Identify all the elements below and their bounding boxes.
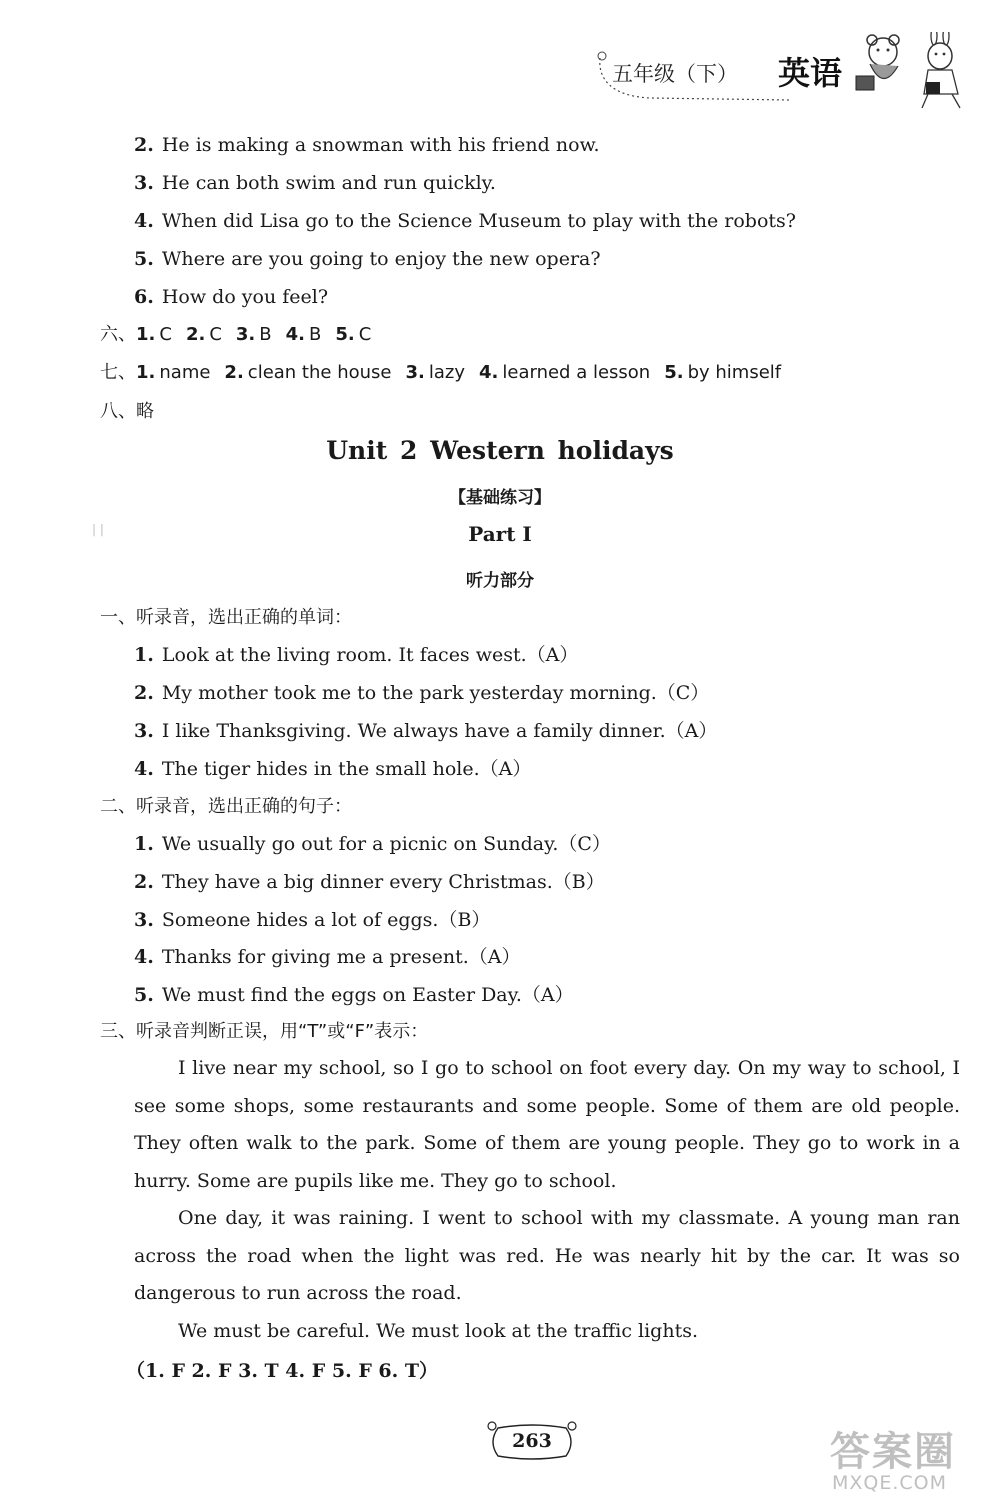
section-eight: 八、略 <box>100 401 154 422</box>
page-number-badge <box>484 1420 580 1464</box>
subject-label: 英语 <box>778 54 843 92</box>
passage-paragraph: We must be careful. We must look at the traffic lights. <box>178 1319 698 1342</box>
question-two-heading: 二、听录音，选出正确的句子： <box>100 796 352 817</box>
listening-heading: 听力部分 <box>466 571 534 591</box>
list-item: 6. How do you feel? <box>134 286 329 308</box>
question-three-heading: 三、听录音判断正误，用“T”或“F”表示： <box>100 1021 429 1042</box>
section-six-answers: 六、1. C 2. C 3. B 4. B 5. C <box>100 324 372 345</box>
part-heading: Part Ⅰ <box>468 522 532 546</box>
passage-paragraph: I live near my school, so I go to school on foot every day. On my way to school, I see some shops, some restaurants and some people. Some of them are old people. They often walk to the park. Some of them are young people. They go to work in a hurry. Some are pupils like me. They go to school. <box>134 1057 960 1192</box>
watermark <box>820 1420 1000 1499</box>
bear-rabbit-mascot-icon <box>848 32 978 112</box>
list-item: 5. Where are you going to enjoy the new opera? <box>134 248 601 270</box>
page-header <box>590 38 980 113</box>
unit-title: Unit 2 Western holidays <box>326 436 674 465</box>
scan-mark: | | <box>92 522 104 536</box>
list-item: 3. I like Thanksgiving. We always have a family dinner.（A） <box>134 720 718 742</box>
exercise-type-heading: 【基础练习】 <box>449 488 551 508</box>
list-item: 5. We must find the eggs on Easter Day.（A） <box>134 984 574 1006</box>
question-three-answers: （1. F 2. F 3. T 4. F 5. F 6. T） <box>126 1360 439 1382</box>
passage-paragraph: One day, it was raining. I went to school with my classmate. A young man ran across the road when the light was red. He was nearly hit by the car. It was so dangerous to run across the road. <box>134 1207 960 1304</box>
question-one-heading: 一、听录音，选出正确的单词： <box>100 607 352 628</box>
list-item: 1. Look at the living room. It faces west.（A） <box>134 644 579 666</box>
watermark-url: MXQE.COM <box>832 1472 948 1494</box>
list-item: 3. Someone hides a lot of eggs.（B） <box>134 909 491 931</box>
listening-passage <box>134 1050 960 1350</box>
list-item: 2. My mother took me to the park yesterday morning.（C） <box>134 682 710 704</box>
list-item: 2. He is making a snowman with his friend now. <box>134 134 600 156</box>
section-seven-answers: 七、1. name 2. clean the house 3. lazy 4. learned a lesson 5. by himself <box>100 362 782 383</box>
page-number: 263 <box>512 1430 552 1452</box>
list-item: 4. When did Lisa go to the Science Museum to play with the robots? <box>134 210 796 232</box>
list-item: 2. They have a big dinner every Christmas.（B） <box>134 871 605 893</box>
watermark-logo-text: 答案圈 <box>830 1429 956 1475</box>
list-item: 1. We usually go out for a picnic on Sunday.（C） <box>134 833 611 855</box>
list-item: 3. He can both swim and run quickly. <box>134 172 496 194</box>
grade-label: 五年级（下） <box>612 62 738 86</box>
list-item: 4. Thanks for giving me a present.（A） <box>134 946 521 968</box>
list-item: 4. The tiger hides in the small hole.（A） <box>134 758 532 780</box>
